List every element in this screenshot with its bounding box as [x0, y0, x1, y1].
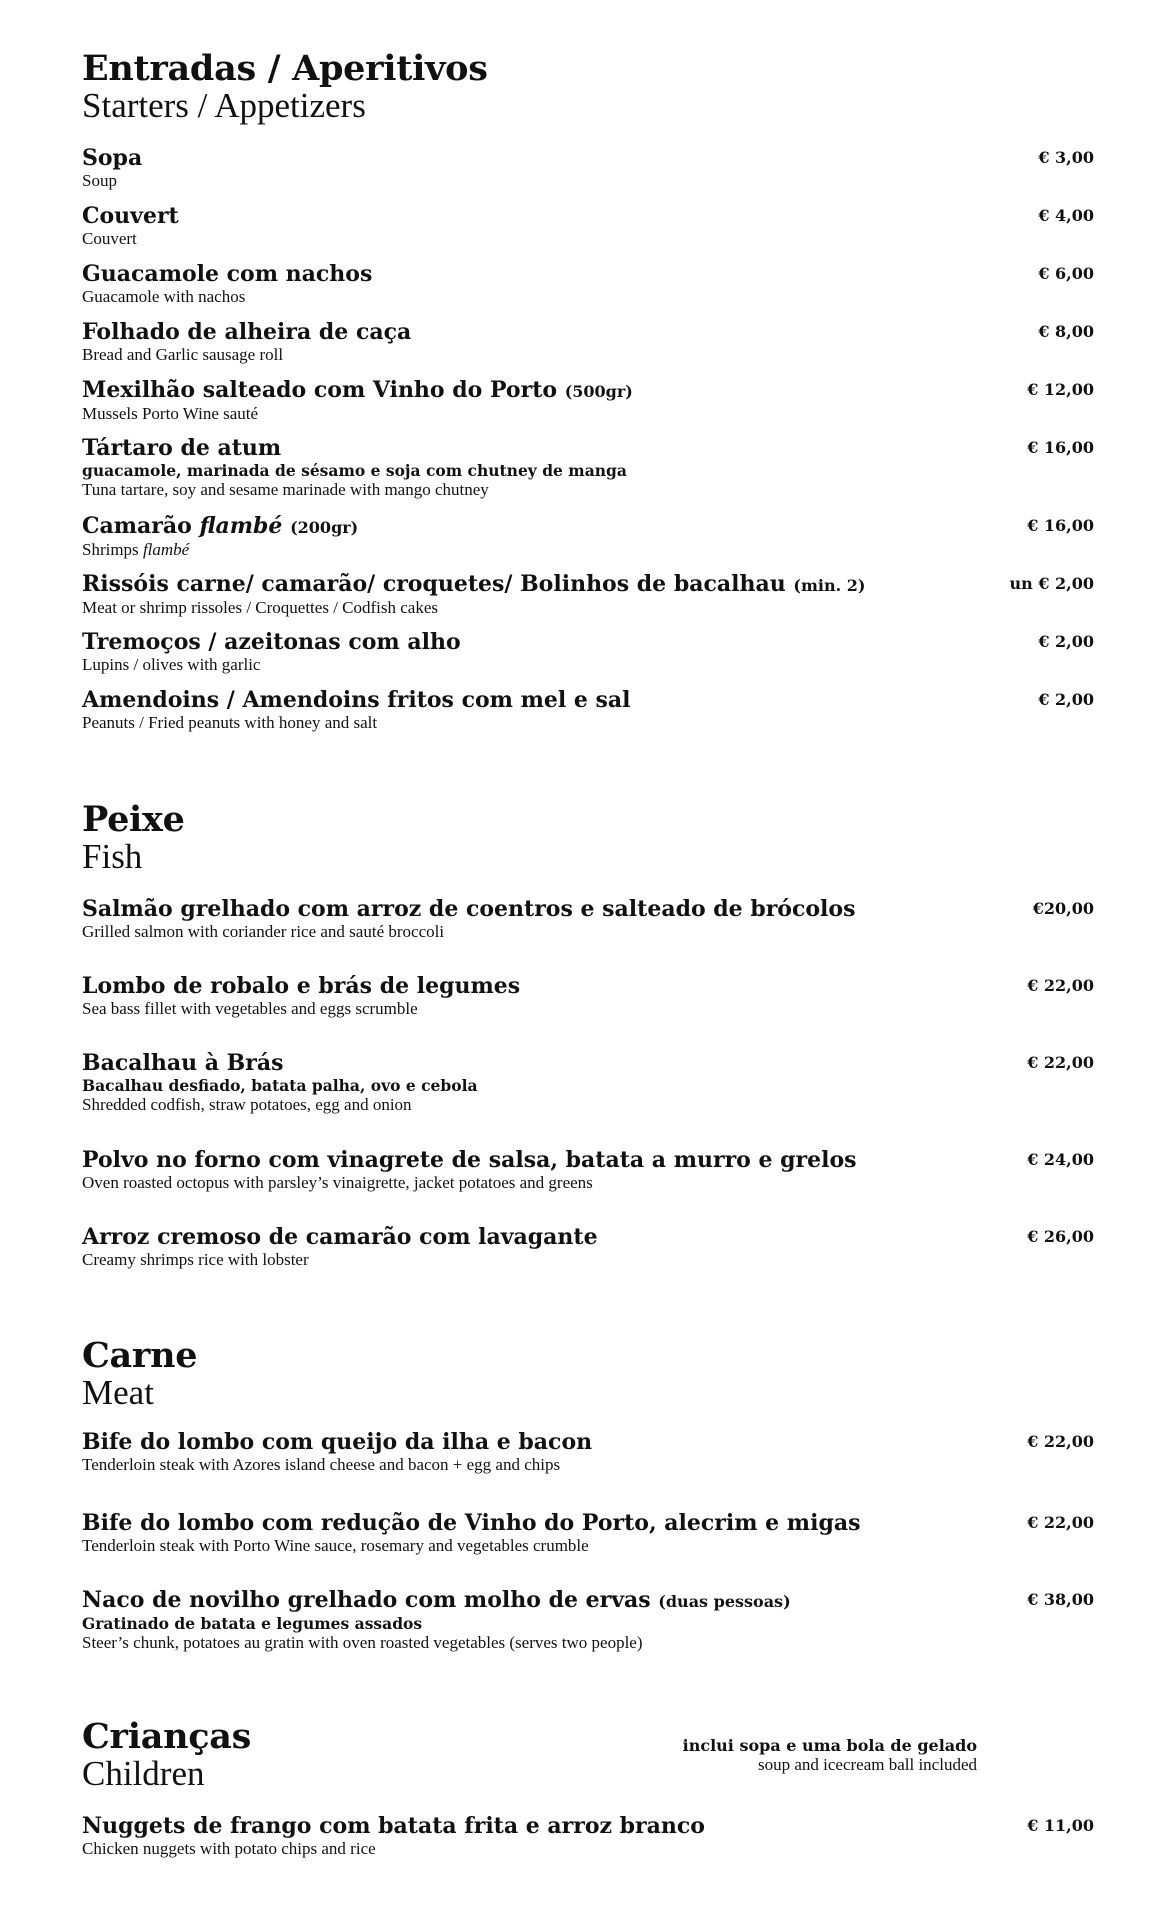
section-title: Crianças: [82, 1716, 252, 1757]
item-name: Nuggets de frango com batata frita e arroz branco: [82, 1813, 705, 1839]
section-subtitle: Children: [82, 1754, 205, 1793]
menu-item: [82, 1051, 1094, 1115]
section-title: Carne: [82, 1335, 198, 1376]
section-subtitle: Starters / Appetizers: [82, 86, 366, 125]
item-desc: Oven roasted octopus with parsley’s vinaigrette, jacket potatoes and greens: [82, 1173, 593, 1192]
item-name: Lombo de robalo e brás de legumes: [82, 973, 521, 999]
item-price: un € 2,00: [1009, 574, 1094, 593]
item-name: Folhado de alheira de caça: [82, 319, 412, 345]
menu-item: [82, 436, 1094, 500]
item-quantity: (min. 2): [793, 576, 866, 595]
item-name: Tremoços / azeitonas com alho: [82, 629, 461, 655]
menu-item: [82, 204, 1094, 249]
item-name: Naco de novilho grelhado com molho de ervas (duas pessoas): [82, 1587, 791, 1613]
item-name: Polvo no forno com vinagrete de salsa, batata a murro e grelos: [82, 1147, 857, 1173]
item-quantity: (200gr): [290, 518, 359, 537]
item-price: € 4,00: [1038, 206, 1094, 225]
item-name: Tártaro de atum: [82, 435, 282, 461]
item-name: Camarão flambé (200gr): [82, 513, 359, 539]
note-pt: inclui sopa e uma bola de gelado: [682, 1736, 977, 1755]
menu-item: [82, 1225, 1094, 1270]
item-desc: Couvert: [82, 229, 137, 248]
section-starters: [82, 50, 1094, 124]
menu-item: [82, 572, 1094, 618]
menu-item: [82, 688, 1094, 733]
item-price: € 22,00: [1027, 976, 1094, 995]
menu-item: [82, 146, 1094, 191]
item-name: Arroz cremoso de camarão com lavagante: [82, 1224, 598, 1250]
item-price: € 3,00: [1038, 148, 1094, 167]
item-name: Bife do lombo com queijo da ilha e bacon: [82, 1429, 593, 1455]
item-subtitle: guacamole, marinada de sésamo e soja com chutney de manga: [82, 461, 627, 480]
item-price: € 26,00: [1027, 1227, 1094, 1246]
item-price: € 8,00: [1038, 322, 1094, 341]
item-desc: Chicken nuggets with potato chips and rice: [82, 1839, 376, 1858]
item-desc: Tuna tartare, soy and sesame marinade with mango chutney: [82, 480, 489, 499]
item-desc: Bread and Garlic sausage roll: [82, 345, 284, 364]
menu-page: [82, 0, 1094, 1921]
item-price: € 11,00: [1027, 1816, 1094, 1835]
menu-item: [82, 1588, 1094, 1653]
item-price: € 22,00: [1027, 1432, 1094, 1451]
item-name: Couvert: [82, 203, 179, 229]
item-desc: Mussels Porto Wine sauté: [82, 404, 259, 423]
item-quantity: (duas pessoas): [658, 1592, 791, 1611]
item-price: € 2,00: [1038, 690, 1094, 709]
menu-item: [82, 262, 1094, 307]
item-desc: Creamy shrimps rice with lobster: [82, 1250, 309, 1269]
item-desc: Peanuts / Fried peanuts with honey and salt: [82, 713, 378, 732]
note-en: soup and icecream ball included: [757, 1755, 977, 1774]
section-subtitle: Meat: [82, 1373, 154, 1412]
item-desc: Sea bass fillet with vegetables and eggs scrumble: [82, 999, 418, 1018]
item-name: Amendoins / Amendoins fritos com mel e sal: [82, 687, 631, 713]
menu-item: [82, 1511, 1094, 1556]
menu-item: [82, 514, 1094, 560]
menu-item: [82, 320, 1094, 365]
menu-item: [82, 1148, 1094, 1193]
item-name: Bacalhau à Brás: [82, 1050, 284, 1076]
item-desc: Shredded codfish, straw potatoes, egg and onion: [82, 1095, 412, 1114]
item-price: € 12,00: [1027, 380, 1094, 399]
item-desc: Grilled salmon with coriander rice and sauté broccoli: [82, 922, 445, 941]
item-price: € 16,00: [1027, 438, 1094, 457]
item-price: € 2,00: [1038, 632, 1094, 651]
section-meat: [82, 1337, 1094, 1411]
item-name: Sopa: [82, 145, 143, 171]
menu-item: [82, 974, 1094, 1019]
menu-item: [82, 378, 1094, 424]
section-subtitle: Fish: [82, 837, 143, 876]
item-desc: Guacamole with nachos: [82, 287, 246, 306]
section-title: Entradas / Aperitivos: [82, 48, 488, 89]
item-quantity: (500gr): [564, 382, 633, 401]
menu-item: [82, 1430, 1094, 1475]
item-name: Guacamole com nachos: [82, 261, 373, 287]
section-children: [82, 1718, 1094, 1792]
item-name: Salmão grelhado com arroz de coentros e salteado de brócolos: [82, 896, 856, 922]
item-desc: Meat or shrimp rissoles / Croquettes / Codfish cakes: [82, 598, 439, 617]
item-desc: Lupins / olives with garlic: [82, 655, 261, 674]
item-name: Rissóis carne/ camarão/ croquetes/ Bolinhos de bacalhau (min. 2): [82, 571, 866, 597]
item-name: Bife do lombo com redução de Vinho do Porto, alecrim e migas: [82, 1510, 861, 1536]
item-price: € 22,00: [1027, 1053, 1094, 1072]
item-desc: Shrimps flambé: [82, 540, 190, 559]
menu-item: [82, 630, 1094, 675]
item-subtitle: Bacalhau desfiado, batata palha, ovo e cebola: [82, 1076, 478, 1095]
item-desc: Tenderloin steak with Porto Wine sauce, rosemary and vegetables crumble: [82, 1536, 589, 1555]
menu-item: [82, 897, 1094, 942]
section-fish: [82, 801, 1094, 875]
item-desc: Soup: [82, 171, 117, 190]
item-price: € 6,00: [1038, 264, 1094, 283]
item-desc: Tenderloin steak with Azores island cheese and bacon + egg and chips: [82, 1455, 561, 1474]
item-price: € 22,00: [1027, 1513, 1094, 1532]
item-price: € 38,00: [1027, 1590, 1094, 1609]
menu-item: [82, 1814, 1094, 1859]
section-note: [683, 1736, 977, 1774]
item-price: €20,00: [1032, 899, 1094, 918]
item-subtitle: Gratinado de batata e legumes assados: [82, 1614, 423, 1633]
item-name: Mexilhão salteado com Vinho do Porto (500gr): [82, 377, 633, 403]
section-title: Peixe: [82, 799, 185, 840]
item-price: € 16,00: [1027, 516, 1094, 535]
item-price: € 24,00: [1027, 1150, 1094, 1169]
item-desc: Steer’s chunk, potatoes au gratin with oven roasted vegetables (serves two people): [82, 1633, 643, 1652]
